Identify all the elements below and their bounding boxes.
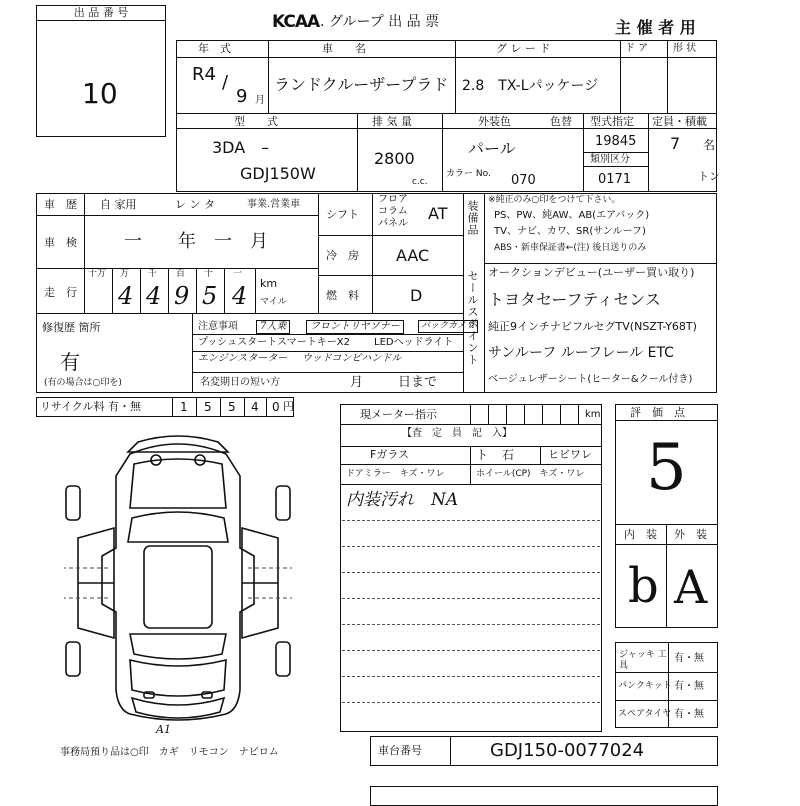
mileage-unit-km: km	[260, 277, 278, 290]
color-no-value: 070	[511, 173, 536, 188]
type-cert-value: 19845	[595, 134, 637, 149]
history-rental: レ ン タ	[175, 198, 215, 211]
color-no-label: カラー No.	[446, 169, 491, 179]
aircon-label: 冷 房	[326, 249, 359, 262]
repair-note: (有の場合は○印を)	[44, 378, 122, 388]
inspector-title: 【査 定 員 記 入】	[402, 428, 512, 439]
brand-logo: KCAA	[272, 12, 320, 32]
note-back-camera: バックカメラ	[418, 320, 478, 333]
digit-label-10: 十	[204, 269, 214, 279]
recycle-digit-3: 5	[228, 400, 236, 414]
displacement-value: 2800	[374, 149, 415, 168]
puncture-yes-no: 有・無	[674, 681, 704, 692]
shift-floor: フロア	[378, 194, 408, 205]
model-year-era: R4	[192, 64, 216, 85]
equipment-note: ※純正のみ○印をつけて下さい。	[488, 195, 621, 205]
color-label: 外装色	[478, 115, 511, 128]
sales-point-1: オークションデビュー(ユーザー買い取り)	[488, 266, 695, 279]
mileage-digit-4: 5	[202, 282, 218, 310]
history-business: 事業.営業車	[247, 199, 301, 210]
car-damage-diagram	[58, 428, 298, 738]
year-label: 年 式	[198, 42, 231, 55]
note-seven-seats: 7人乗	[256, 320, 290, 334]
sales-points-label: セールスポイント	[466, 270, 479, 366]
crack-label: ヒビワレ	[548, 448, 592, 461]
load-unit: トン	[698, 170, 720, 183]
fuel-value: D	[410, 286, 423, 305]
capacity-label: 定員・積載	[652, 115, 707, 128]
mileage-label: 走 行	[44, 286, 77, 299]
lot-box	[36, 5, 166, 137]
equipment-label: 装備品	[466, 200, 479, 236]
shape-label: 形 状	[673, 43, 697, 54]
spare-label: スペアタイヤ	[618, 709, 672, 719]
note-push-start: プッシュスタートスマートキーX2	[198, 337, 351, 348]
equipment-line-1: PS、PW、純AW、AB(エアバック)	[494, 210, 650, 221]
month-unit: 月	[255, 95, 265, 106]
chassis-label: 車台番号	[378, 744, 422, 757]
sponsor-label: 主 催 者 用	[615, 18, 696, 37]
notes-label: 注意事項	[198, 321, 238, 332]
model-year-slash: /	[222, 72, 229, 93]
digit-label-100k: 十万	[88, 269, 107, 279]
recycle-digit-1: 1	[180, 400, 188, 414]
wheel-label: ホイール(CP) キズ・ワレ	[476, 469, 585, 479]
interior-grade: b	[628, 558, 659, 614]
sales-point-3: 純正9インチナビフルセグTV(NSZT-Y68T)	[488, 320, 697, 333]
model-code-1: 3DA –	[212, 138, 270, 157]
recycle-digit-2: 5	[204, 400, 212, 414]
model-code-2: GDJ150W	[240, 164, 316, 183]
digit-label-1: 一	[233, 269, 243, 279]
door-label: ド ア	[625, 43, 649, 54]
color-value: パール	[468, 139, 516, 158]
lot-number: 10	[82, 77, 118, 110]
lot-label: 出 品 番 号	[73, 6, 129, 19]
spare-yes-no: 有・無	[674, 709, 704, 720]
capacity-unit: 名	[703, 138, 716, 152]
aircon-value: AAC	[396, 246, 430, 265]
expiry-label: 名変期日の短い方	[200, 377, 280, 388]
sales-point-4: サンルーフ ルーフレール ETC	[488, 345, 674, 361]
recycle-label: リサイクル料 有・無	[40, 400, 141, 413]
displacement-label: 排 気 量	[372, 115, 412, 128]
glass-mark: ト	[476, 448, 489, 462]
bottom-box	[370, 786, 718, 806]
chassis-value: GDJ150-0077024	[490, 740, 645, 761]
sales-point-5: ベージュレザーシート(ヒーター&クール付き)	[488, 374, 693, 385]
exterior-grade: A	[674, 560, 708, 614]
car-name: ランドクルーザープラド	[274, 75, 449, 94]
cc-unit: c.c.	[412, 177, 428, 187]
exterior-label: 外 装	[674, 528, 707, 541]
repair-value: 有	[60, 350, 80, 374]
inspection-label: 車 検	[44, 236, 77, 249]
mileage-digit-3: 9	[174, 282, 190, 310]
color-change-label: 色替	[550, 115, 572, 128]
recycle-unit: 円	[283, 400, 294, 413]
digit-label-1k: 千	[148, 269, 158, 279]
grade-value: 2.8 TX-Lパッケージ	[462, 78, 599, 94]
shift-value: AT	[428, 204, 448, 223]
capacity-value: 7	[670, 134, 681, 153]
mileage-unit-mile: マイル	[260, 297, 287, 307]
puncture-label: パンクキット	[618, 681, 672, 691]
diagram-mark-a1: A1	[156, 723, 171, 736]
meter-label: 現メーター指示	[360, 408, 437, 421]
shift-panel: パネル	[378, 218, 408, 229]
expiry-day: 日まで	[398, 375, 438, 390]
note-sonar: フロントリヤソナー	[306, 320, 404, 334]
history-label: 車 歴	[44, 198, 77, 211]
note-wood-handle: ウッドコンビハンドル	[302, 353, 402, 364]
equipment-line-2: TV、ナビ、カワ、SR(サンルーフ)	[494, 226, 646, 237]
name-label: 車 名	[322, 42, 366, 55]
equipment-line-3: ABS・新車保証書←(注) 後日送りのみ	[494, 243, 647, 253]
inspection-value: 一 年 一 月	[124, 231, 268, 252]
jack-label: ジャッキ 工 具	[619, 650, 676, 671]
stone-label: 石	[502, 448, 515, 462]
recycle-digit-5: 0	[272, 400, 280, 414]
sales-point-2: トヨタセーフティセンス	[488, 290, 661, 309]
expiry-month: 月	[350, 375, 364, 390]
note-engine-starter: エンジンスターター	[198, 353, 288, 364]
note-led: LEDヘッドライト	[374, 337, 454, 348]
mileage-digit-1: 4	[118, 282, 134, 310]
model-year-month: 9	[236, 86, 248, 107]
evaluation-score: 5	[646, 431, 687, 505]
digit-label-100: 百	[176, 269, 186, 279]
interior-label: 内 装	[624, 528, 657, 541]
repair-label: 修復歴 箇所	[42, 321, 101, 334]
history-private: 自 家用	[100, 198, 137, 211]
meter-unit: km	[585, 409, 601, 420]
shift-label: シフト	[326, 208, 359, 221]
grade-label: グ レ ー ド	[496, 42, 551, 55]
evaluation-label: 評 価 点	[630, 406, 685, 419]
class-label: 類別区分	[590, 154, 630, 165]
digit-label-10k: 万	[120, 269, 130, 279]
mileage-digit-5: 4	[232, 282, 248, 310]
mileage-digit-2: 4	[146, 282, 162, 310]
model-label: 型 式	[234, 115, 278, 128]
fuel-label: 燃 料	[326, 289, 359, 302]
type-cert-label: 型式指定	[590, 115, 634, 128]
sheet-title: . グループ 出 品 票	[320, 14, 440, 30]
office-items: 事務局預り品は○印 カギ リモコン ナビロム	[60, 747, 279, 758]
recycle-digit-4: 4	[251, 400, 259, 414]
jack-yes-no: 有・無	[674, 653, 704, 664]
mirror-label: ドアミラー キズ・ワレ	[346, 469, 445, 479]
shift-column: コラム	[378, 206, 408, 217]
glass-label: Fガラス	[370, 448, 409, 461]
inspector-handwritten-note: 内装汚れ NA	[346, 490, 459, 510]
class-value: 0171	[598, 172, 632, 187]
